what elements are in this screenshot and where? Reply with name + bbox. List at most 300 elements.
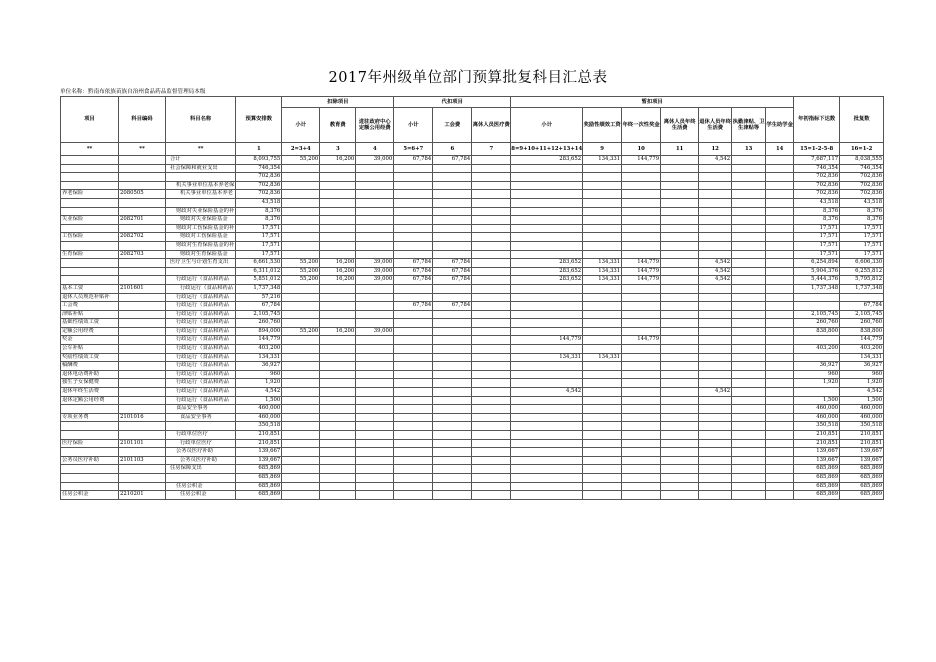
amount-cell: 702,836 bbox=[794, 190, 840, 199]
amount-cell bbox=[320, 473, 356, 482]
amount-cell bbox=[732, 198, 766, 207]
subject-name-cell: 行政单位医疗 bbox=[166, 439, 236, 448]
amount-cell: 36,927 bbox=[794, 362, 840, 371]
amount-cell bbox=[472, 473, 511, 482]
amount-cell bbox=[766, 164, 794, 173]
amount-cell bbox=[622, 439, 661, 448]
amount-cell bbox=[356, 173, 394, 182]
amount-cell bbox=[699, 456, 732, 465]
amount-cell: 134,331 bbox=[583, 276, 622, 285]
project-cell bbox=[61, 431, 119, 440]
table-row bbox=[61, 259, 884, 268]
amount-cell bbox=[699, 482, 732, 491]
amount-cell bbox=[394, 473, 433, 482]
amount-cell: 144,779 bbox=[622, 336, 661, 345]
code-cell bbox=[119, 319, 166, 328]
amount-cell bbox=[282, 310, 320, 319]
table-row bbox=[61, 164, 884, 173]
amount-cell bbox=[433, 284, 472, 293]
amount-cell: 67,784 bbox=[433, 302, 472, 311]
amount-cell: 685,869 bbox=[840, 491, 884, 500]
amount-cell bbox=[356, 336, 394, 345]
project-cell bbox=[61, 241, 119, 250]
amount-cell bbox=[699, 190, 732, 199]
amount-cell bbox=[356, 379, 394, 388]
project-cell: 工会费 bbox=[61, 302, 119, 311]
amount-cell: 4,542 bbox=[236, 388, 282, 397]
amount-cell bbox=[622, 405, 661, 414]
amount-cell bbox=[766, 267, 794, 276]
code-cell bbox=[119, 473, 166, 482]
subject-name-cell: 行政运行（食品和药品 bbox=[166, 388, 236, 397]
amount-cell bbox=[511, 439, 583, 448]
amount-cell bbox=[394, 362, 433, 371]
project-cell: 住房公积金 bbox=[61, 491, 119, 500]
amount-cell bbox=[732, 465, 766, 474]
amount-cell bbox=[699, 439, 732, 448]
amount-cell bbox=[433, 207, 472, 216]
amount-cell: 8,376 bbox=[840, 216, 884, 225]
amount-cell bbox=[320, 216, 356, 225]
amount-cell bbox=[282, 362, 320, 371]
amount-cell bbox=[661, 173, 699, 182]
amount-cell: 17,571 bbox=[794, 250, 840, 259]
amount-cell: 43,518 bbox=[794, 198, 840, 207]
amount-cell bbox=[472, 293, 511, 302]
project-cell bbox=[61, 207, 119, 216]
project-cell: 津贴补贴 bbox=[61, 310, 119, 319]
amount-cell bbox=[583, 448, 622, 457]
amount-cell bbox=[433, 431, 472, 440]
amount-cell bbox=[732, 448, 766, 457]
header-number-cell: 9 bbox=[583, 143, 622, 156]
amount-cell bbox=[356, 198, 394, 207]
amount-cell bbox=[282, 396, 320, 405]
amount-cell bbox=[794, 388, 840, 397]
subject-name-cell: 公务员医疗补助 bbox=[166, 456, 236, 465]
code-cell bbox=[119, 293, 166, 302]
amount-cell bbox=[583, 216, 622, 225]
amount-cell bbox=[433, 439, 472, 448]
amount-cell: 702,836 bbox=[236, 190, 282, 199]
amount-cell bbox=[661, 319, 699, 328]
amount-cell bbox=[356, 362, 394, 371]
amount-cell bbox=[766, 431, 794, 440]
amount-cell bbox=[394, 284, 433, 293]
amount-cell bbox=[394, 439, 433, 448]
amount-cell bbox=[622, 413, 661, 422]
amount-cell: 39,000 bbox=[356, 327, 394, 336]
amount-cell: 894,000 bbox=[236, 327, 282, 336]
amount-cell bbox=[766, 439, 794, 448]
amount-cell: 2,105,745 bbox=[236, 310, 282, 319]
amount-cell bbox=[766, 190, 794, 199]
amount-cell bbox=[394, 388, 433, 397]
amount-cell bbox=[699, 336, 732, 345]
amount-cell: 4,542 bbox=[699, 267, 732, 276]
amount-cell bbox=[732, 302, 766, 311]
amount-cell: 134,331 bbox=[583, 259, 622, 268]
amount-cell: 139,667 bbox=[236, 448, 282, 457]
amount-cell: 134,331 bbox=[583, 353, 622, 362]
project-cell bbox=[61, 482, 119, 491]
amount-cell bbox=[732, 207, 766, 216]
amount-cell: 17,571 bbox=[840, 241, 884, 250]
amount-cell bbox=[320, 413, 356, 422]
amount-cell: 210,851 bbox=[236, 431, 282, 440]
amount-cell bbox=[766, 491, 794, 500]
amount-cell bbox=[472, 224, 511, 233]
amount-cell bbox=[622, 431, 661, 440]
amount-cell: 67,784 bbox=[236, 302, 282, 311]
amount-cell bbox=[433, 190, 472, 199]
amount-cell bbox=[766, 327, 794, 336]
amount-cell bbox=[320, 224, 356, 233]
amount-cell bbox=[320, 456, 356, 465]
amount-cell bbox=[511, 413, 583, 422]
amount-cell bbox=[472, 431, 511, 440]
amount-cell bbox=[511, 198, 583, 207]
amount-cell bbox=[433, 198, 472, 207]
amount-cell bbox=[699, 181, 732, 190]
amount-cell bbox=[766, 413, 794, 422]
amount-cell: 5,795,812 bbox=[840, 276, 884, 285]
amount-cell: 746,354 bbox=[794, 164, 840, 173]
code-cell bbox=[119, 396, 166, 405]
amount-cell: 702,836 bbox=[840, 173, 884, 182]
amount-cell bbox=[583, 473, 622, 482]
amount-cell bbox=[320, 284, 356, 293]
amount-cell bbox=[732, 173, 766, 182]
amount-cell bbox=[394, 310, 433, 319]
amount-cell: 283,652 bbox=[511, 267, 583, 276]
amount-cell bbox=[433, 482, 472, 491]
amount-cell bbox=[433, 181, 472, 190]
amount-cell bbox=[282, 353, 320, 362]
subject-name-cell: 社会保障和就业支出 bbox=[166, 164, 236, 173]
subject-name-cell: 食品安全事务 bbox=[166, 413, 236, 422]
amount-cell bbox=[699, 216, 732, 225]
amount-cell bbox=[320, 362, 356, 371]
amount-cell bbox=[282, 388, 320, 397]
amount-cell bbox=[472, 396, 511, 405]
project-cell: 独生子女保健费 bbox=[61, 379, 119, 388]
amount-cell bbox=[356, 405, 394, 414]
project-cell: 退休人员规范补贴补 bbox=[61, 293, 119, 302]
amount-cell bbox=[320, 198, 356, 207]
amount-cell: 16,200 bbox=[320, 267, 356, 276]
amount-cell bbox=[622, 362, 661, 371]
amount-cell bbox=[732, 284, 766, 293]
code-cell: 2101601 bbox=[119, 284, 166, 293]
amount-cell: 43,518 bbox=[236, 198, 282, 207]
amount-cell: 283,652 bbox=[511, 156, 583, 165]
amount-cell bbox=[732, 164, 766, 173]
amount-cell bbox=[699, 198, 732, 207]
project-cell: 专项业务费 bbox=[61, 413, 119, 422]
amount-cell bbox=[583, 345, 622, 354]
amount-cell bbox=[732, 422, 766, 431]
table-row bbox=[61, 181, 884, 190]
amount-cell: 8,376 bbox=[794, 216, 840, 225]
table-row bbox=[61, 276, 884, 285]
amount-cell: 1,920 bbox=[840, 379, 884, 388]
amount-cell bbox=[356, 396, 394, 405]
unit-name-line: 单位名称：黔南布依族苗族自治州食品药品监督管理局本级 bbox=[60, 89, 206, 95]
amount-cell bbox=[320, 250, 356, 259]
amount-cell bbox=[583, 491, 622, 500]
code-cell bbox=[119, 267, 166, 276]
header-number-cell: 15=1-2-5-8 bbox=[794, 143, 840, 156]
amount-cell bbox=[282, 379, 320, 388]
amount-cell bbox=[433, 164, 472, 173]
amount-cell bbox=[511, 216, 583, 225]
code-cell bbox=[119, 405, 166, 414]
amount-cell bbox=[622, 302, 661, 311]
amount-cell bbox=[699, 379, 732, 388]
amount-cell bbox=[840, 293, 884, 302]
amount-cell bbox=[766, 310, 794, 319]
amount-cell: 16,200 bbox=[320, 156, 356, 165]
code-cell bbox=[119, 327, 166, 336]
amount-cell bbox=[732, 353, 766, 362]
table-row bbox=[61, 345, 884, 354]
amount-cell bbox=[699, 422, 732, 431]
amount-cell bbox=[320, 164, 356, 173]
amount-cell bbox=[511, 370, 583, 379]
amount-cell bbox=[583, 319, 622, 328]
amount-cell: 746,354 bbox=[236, 164, 282, 173]
amount-cell bbox=[583, 190, 622, 199]
header-student-aid: 学生助学金 bbox=[766, 108, 794, 143]
amount-cell bbox=[661, 224, 699, 233]
amount-cell bbox=[583, 422, 622, 431]
amount-cell bbox=[766, 345, 794, 354]
amount-cell bbox=[699, 353, 732, 362]
amount-cell bbox=[433, 491, 472, 500]
amount-cell bbox=[433, 233, 472, 242]
amount-cell: 460,000 bbox=[236, 405, 282, 414]
header-number-cell: 6 bbox=[433, 143, 472, 156]
amount-cell: 139,667 bbox=[840, 448, 884, 457]
amount-cell bbox=[699, 370, 732, 379]
amount-cell bbox=[356, 482, 394, 491]
amount-cell bbox=[320, 302, 356, 311]
subject-name-cell: 公务员医疗补助 bbox=[166, 448, 236, 457]
amount-cell bbox=[732, 259, 766, 268]
amount-cell bbox=[583, 439, 622, 448]
amount-cell bbox=[320, 439, 356, 448]
amount-cell bbox=[356, 284, 394, 293]
project-cell bbox=[61, 276, 119, 285]
amount-cell bbox=[732, 388, 766, 397]
amount-cell: 210,851 bbox=[794, 439, 840, 448]
amount-cell bbox=[766, 370, 794, 379]
amount-cell bbox=[583, 233, 622, 242]
amount-cell: 6,254,894 bbox=[794, 259, 840, 268]
amount-cell bbox=[356, 388, 394, 397]
amount-cell bbox=[699, 233, 732, 242]
amount-cell bbox=[472, 345, 511, 354]
amount-cell bbox=[661, 336, 699, 345]
code-cell bbox=[119, 164, 166, 173]
amount-cell bbox=[732, 456, 766, 465]
amount-cell bbox=[699, 396, 732, 405]
amount-cell bbox=[661, 422, 699, 431]
amount-cell bbox=[472, 267, 511, 276]
amount-cell: 67,784 bbox=[433, 267, 472, 276]
amount-cell: 67,784 bbox=[394, 156, 433, 165]
amount-cell bbox=[661, 491, 699, 500]
amount-cell bbox=[766, 473, 794, 482]
subject-name-cell: 行政运行（食品和药品 bbox=[166, 319, 236, 328]
amount-cell bbox=[356, 465, 394, 474]
amount-cell bbox=[433, 465, 472, 474]
amount-cell: 350,518 bbox=[236, 422, 282, 431]
amount-cell bbox=[472, 216, 511, 225]
code-cell bbox=[119, 448, 166, 457]
amount-cell bbox=[511, 465, 583, 474]
amount-cell bbox=[732, 482, 766, 491]
table-row bbox=[61, 319, 884, 328]
amount-cell bbox=[699, 491, 732, 500]
amount-cell bbox=[356, 190, 394, 199]
subject-name-cell: 财政对生育保险基金的补 bbox=[166, 241, 236, 250]
code-cell: 2101016 bbox=[119, 413, 166, 422]
amount-cell: 460,000 bbox=[840, 405, 884, 414]
amount-cell: 134,331 bbox=[236, 353, 282, 362]
header-retiree-subsidy: 离休人员年终生活费 bbox=[661, 108, 699, 143]
amount-cell bbox=[661, 379, 699, 388]
amount-cell: 8,376 bbox=[236, 216, 282, 225]
project-cell bbox=[61, 224, 119, 233]
amount-cell bbox=[433, 448, 472, 457]
amount-cell bbox=[433, 353, 472, 362]
amount-cell bbox=[356, 491, 394, 500]
amount-cell bbox=[766, 259, 794, 268]
amount-cell bbox=[732, 216, 766, 225]
amount-cell: 1,920 bbox=[794, 379, 840, 388]
header-edu-fee: 教育费 bbox=[320, 108, 356, 143]
table-row bbox=[61, 336, 884, 345]
amount-cell: 460,000 bbox=[840, 413, 884, 422]
amount-cell: 5,851,012 bbox=[236, 276, 282, 285]
table-row bbox=[61, 448, 884, 457]
subject-name-cell: 行政运行（食品和药品 bbox=[166, 379, 236, 388]
amount-cell bbox=[583, 388, 622, 397]
code-cell bbox=[119, 465, 166, 474]
amount-cell: 260,760 bbox=[840, 319, 884, 328]
amount-cell: 210,851 bbox=[236, 439, 282, 448]
project-cell bbox=[61, 448, 119, 457]
amount-cell bbox=[433, 216, 472, 225]
header-number-cell: 5=6+7 bbox=[394, 143, 433, 156]
subject-name-cell bbox=[166, 422, 236, 431]
amount-cell: 4,542 bbox=[840, 388, 884, 397]
subject-name-cell: 行政运行（食品和药品 bbox=[166, 353, 236, 362]
amount-cell bbox=[661, 267, 699, 276]
amount-cell bbox=[282, 173, 320, 182]
amount-cell bbox=[472, 233, 511, 242]
amount-cell: 1,500 bbox=[236, 396, 282, 405]
amount-cell bbox=[699, 345, 732, 354]
amount-cell: 144,779 bbox=[236, 336, 282, 345]
table-row bbox=[61, 173, 884, 182]
header-number-cell: ** bbox=[61, 143, 119, 156]
amount-cell: 838,800 bbox=[840, 327, 884, 336]
amount-cell bbox=[732, 319, 766, 328]
amount-cell: 16,200 bbox=[320, 327, 356, 336]
amount-cell bbox=[356, 241, 394, 250]
code-cell bbox=[119, 224, 166, 233]
subject-name-cell: 行政运行（食品和药品 bbox=[166, 302, 236, 311]
amount-cell bbox=[320, 319, 356, 328]
amount-cell bbox=[661, 345, 699, 354]
amount-cell: 36,927 bbox=[236, 362, 282, 371]
amount-cell bbox=[732, 413, 766, 422]
amount-cell: 144,779 bbox=[622, 259, 661, 268]
amount-cell bbox=[282, 336, 320, 345]
amount-cell bbox=[622, 216, 661, 225]
amount-cell: 1,920 bbox=[236, 379, 282, 388]
amount-cell bbox=[472, 465, 511, 474]
amount-cell bbox=[394, 345, 433, 354]
amount-cell bbox=[394, 164, 433, 173]
amount-cell bbox=[394, 456, 433, 465]
code-cell bbox=[119, 181, 166, 190]
amount-cell bbox=[661, 198, 699, 207]
amount-cell bbox=[282, 482, 320, 491]
code-cell bbox=[119, 198, 166, 207]
amount-cell: 43,518 bbox=[840, 198, 884, 207]
amount-cell: 17,571 bbox=[840, 250, 884, 259]
table-row bbox=[61, 388, 884, 397]
amount-cell bbox=[282, 465, 320, 474]
header-group-deduct: 扣除项目 bbox=[282, 97, 394, 108]
subject-name-cell: 机关事业单位基本养老保 bbox=[166, 181, 236, 190]
amount-cell: 2,105,745 bbox=[794, 310, 840, 319]
amount-cell: 139,667 bbox=[794, 448, 840, 457]
amount-cell bbox=[794, 336, 840, 345]
amount-cell bbox=[766, 276, 794, 285]
header-transit-fee: 进驻政府中心定额公用经费 bbox=[356, 108, 394, 143]
amount-cell bbox=[583, 241, 622, 250]
header-project: 项目 bbox=[61, 97, 119, 143]
amount-cell: 4,542 bbox=[699, 156, 732, 165]
amount-cell: 144,779 bbox=[840, 336, 884, 345]
amount-cell: 6,255,812 bbox=[840, 267, 884, 276]
amount-cell bbox=[394, 465, 433, 474]
amount-cell bbox=[394, 181, 433, 190]
amount-cell bbox=[661, 310, 699, 319]
code-cell bbox=[119, 310, 166, 319]
project-cell bbox=[61, 267, 119, 276]
subject-name-cell: 行政运行（食品和药品 bbox=[166, 336, 236, 345]
amount-cell bbox=[472, 156, 511, 165]
header-retiree-living: 退休人员年终生活费 bbox=[699, 108, 732, 143]
amount-cell bbox=[394, 216, 433, 225]
amount-cell: 144,779 bbox=[622, 267, 661, 276]
amount-cell bbox=[732, 431, 766, 440]
project-cell bbox=[61, 473, 119, 482]
subject-name-cell bbox=[166, 267, 236, 276]
amount-cell bbox=[583, 370, 622, 379]
amount-cell: 460,000 bbox=[794, 405, 840, 414]
project-cell: 退休定额公用经费 bbox=[61, 396, 119, 405]
project-cell bbox=[61, 181, 119, 190]
amount-cell: 39,000 bbox=[356, 156, 394, 165]
amount-cell bbox=[583, 482, 622, 491]
